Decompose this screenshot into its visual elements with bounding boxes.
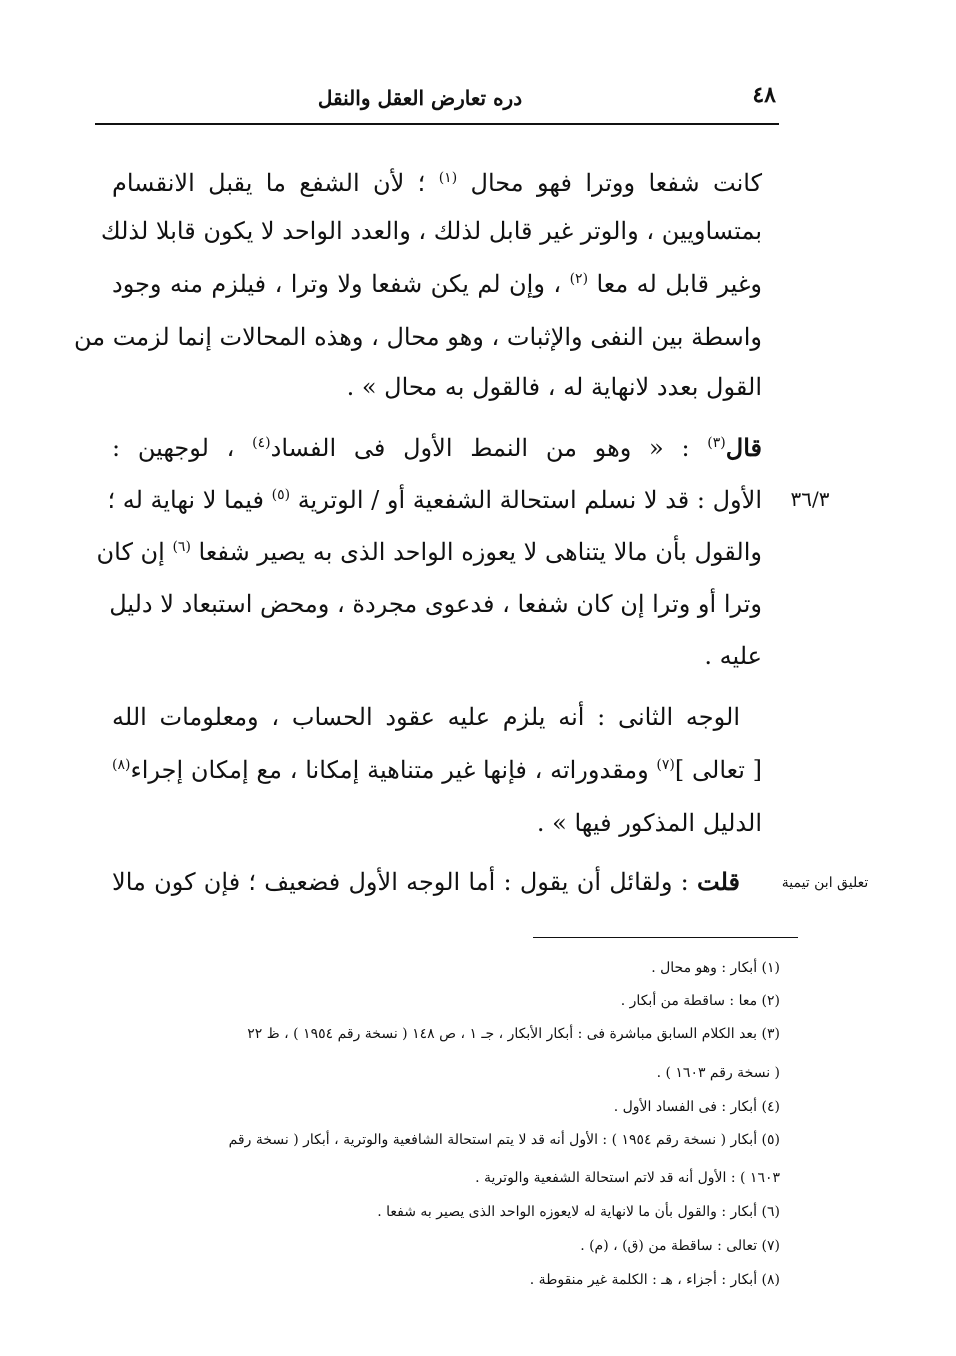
body-line-1: كانت شفعا ووترا فهو محال $^{(١)}$ ؛ لأن الشفع ما يقبل الانقسام [112,169,762,197]
body-line-6: قال$^{(٣)}$ : « وهو من النمط الأول فى الفساد$^{(٤)}$ ، لوجهين : [112,433,762,462]
footnote-3-continued: ( نسخة رقم ١٦٠٣ ) . [656,1065,780,1081]
body-line-2: بمتساويين ، والوتر غير قابل لذلك ، والعدد الواحد لا يكون قابلا لذلك [100,217,762,245]
body-line-12: [ تعالى ]$^{(٧)}$ ومقدوراته ، فإنها غير متناهية إمكانا ، مع إمكان إجراء$^{(٨)}$ [112,756,762,784]
footnote-2: (٢) معا : ساقطة من أبكار . [620,993,780,1009]
footnote-6: (٦) أبكار : والقول بأن ما لانهاية له لايعوزه الواحد الذى يصير به شفعا . [377,1204,780,1220]
body-line-4: واسطة بين النفى والإثبات ، وهو محال ، وهذه المحالات إنما لزمت من [73,323,762,351]
footnote-8: (٨) أبكار : أجزاء ، هـ : الكلمة غير منقوطة . [529,1272,780,1288]
body-line-10: عليه . [704,642,762,670]
margin-note: تعليق ابن تيمية [781,875,869,891]
header-divider [95,123,779,125]
body-line-8: والقول بأن مالا يتناهى لا يعوزه الواحد الذى به يصير شفعا $^{(٦)}$ إن كان [96,538,762,566]
running-header-title: دره تعارض العقل والنقل [317,86,523,110]
footnote-1: (١) أبكار : وهو محال . [651,960,780,976]
footnote-7: (٧) تعالى : ساقطة من (ق) ، (م) . [580,1238,780,1254]
body-line-13: الدليل المذكور فيها » . [536,809,762,837]
body-line-14: قلت : ولقائل أن يقول : أما الوجه الأول فضعيف ؛ فإن كون مالا [112,867,740,896]
margin-reference: ٣٦/٣ [790,487,830,511]
body-line-9: وترا أو وترا إن كان شفعا ، فدعوى مجردة ، ومحض استبعاد لا دليل [109,590,762,618]
footnote-5: (٥) أبكار ( نسخة رقم ١٩٥٤ ) : الأول أنه قد لا يتم استحالة الشافعية والوترية ، أبكار ( نسخة رقم [228,1132,780,1148]
body-line-7: الأول : قد لا نسلم استحالة الشفعية أو / الوترية $^{(٥)}$ فيما لا نهاية له ؛ [107,486,762,514]
footnote-3: (٣) بعد الكلام السابق مباشرة فى : أبكار الأبكار ، جـ ١ ، ص ١٤٨ ( نسخة رقم ١٩٥٤ ) ، ظ ٢٢ [247,1026,780,1042]
body-line-11: الوجه الثانى : أنه يلزم عليه عقود الحساب ، ومعلومات الله [112,703,740,731]
footnote-divider [533,937,798,938]
footnote-4: (٤) أبكار : فى الفساد الأول . [613,1099,780,1115]
body-line-3: وغير قابل له معا $^{(٢)}$ ، وإن لم يكن شفعا ولا وترا ، فيلزم منه وجود [112,270,762,298]
body-line-5: القول بعدد لانهاية له ، فالقول به محال » . [346,373,762,401]
footnote-5-continued: ١٦٠٣ ) : الأول أنه قد لاتم استحالة الشفعية والوترية . [475,1170,780,1186]
page-number: ٤٨ [752,82,776,108]
